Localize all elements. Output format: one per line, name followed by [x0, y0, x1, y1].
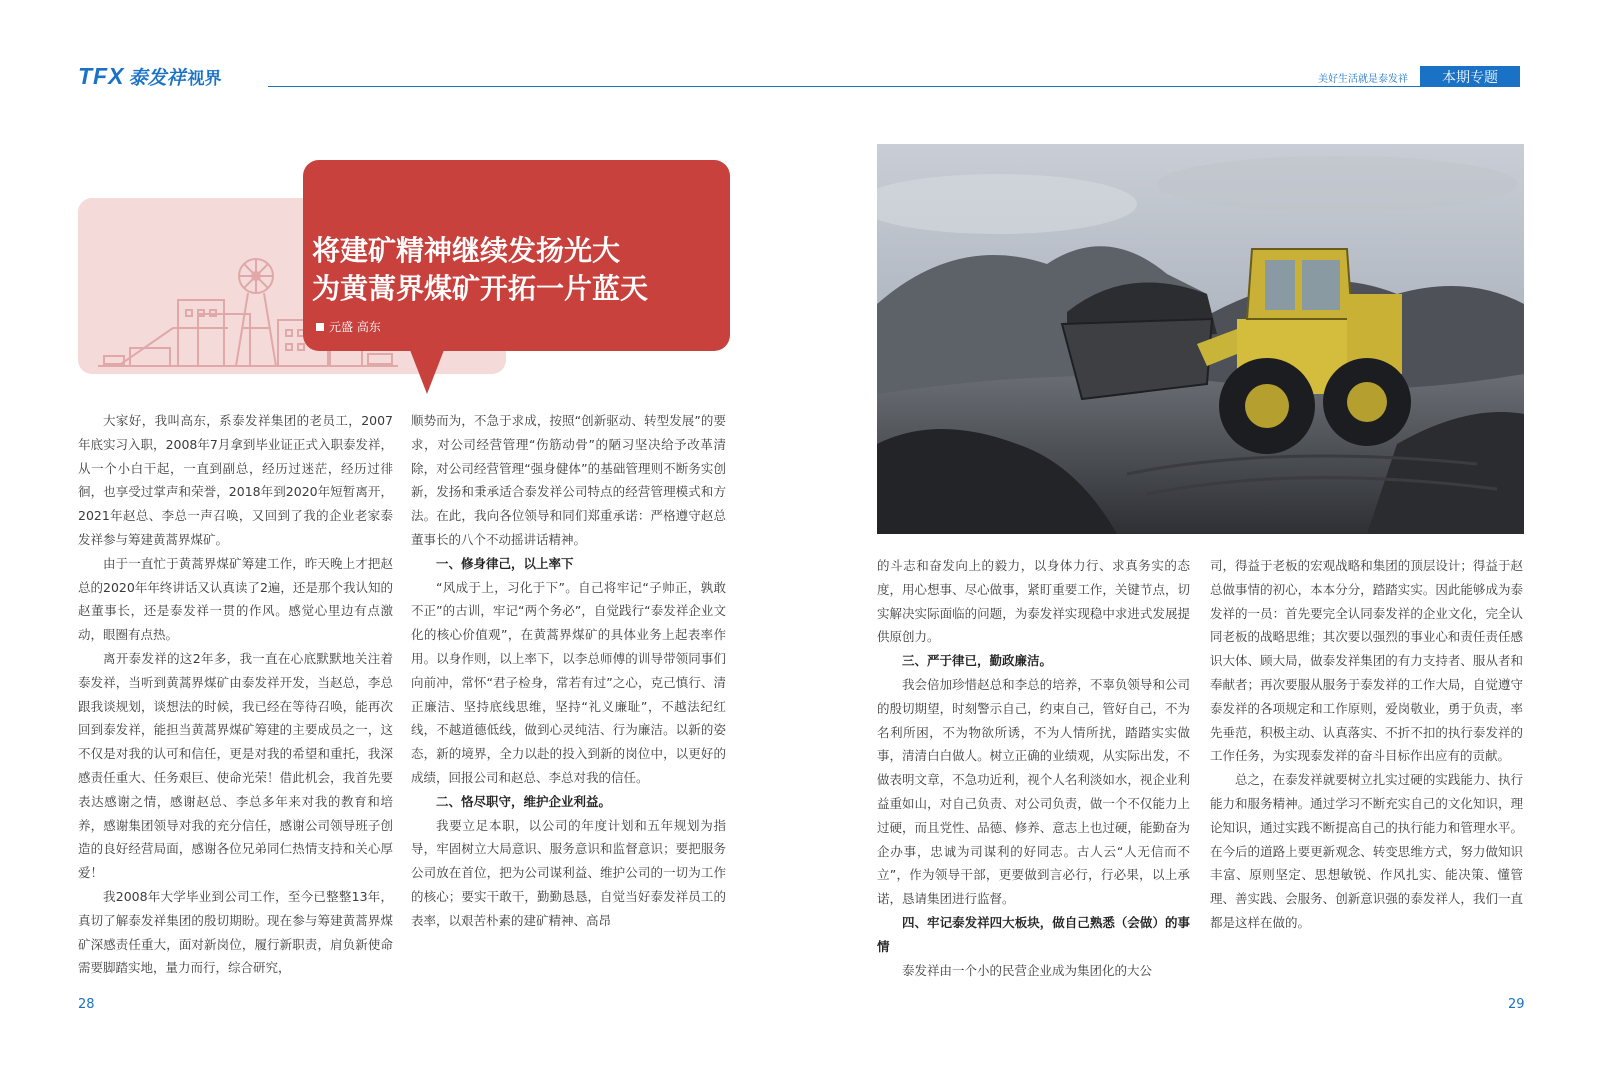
- paragraph: 泰发祥由一个小的民营企业成为集团化的大公: [902, 962, 1153, 978]
- paragraph: 离开泰发祥的这2年多，我一直在心底默默地关注着泰发祥，当听到黄蒿界煤矿由泰发祥开发，当赵总，李总跟我谈规划，谈想法的时候，我已经在等待召唤，能再次回到泰发祥，能担当黄蒿界煤矿筹建的主要成员之一，这不仅是对我的认可和信任，更是对我的希望和重托，我深感责任重大、任务艰巨、使命光荣！借此机会，我首先要表达感谢之情，感谢赵总、李总多年来对我的教育和培养，感谢集团领导对我的充分信任，感谢公司领导班子创造的良好经营局面，感谢各位兄弟同仁热情支持和关心厚爱！: [78, 650, 393, 881]
- title-line-1: 将建矿精神继续发扬光大: [312, 234, 621, 267]
- logo-brand: 泰发祥: [128, 66, 186, 89]
- paragraph: 总之，在泰发祥就要树立扎实过硬的实践能力、执行能力和服务精神。通过学习不断充实自己的文化知识，理论知识，通过实践不断提高自己的执行能力和管理水平。在今后的道路上要更新观念、转变思维方式，努力做知识丰富、原则坚定、思想敏锐、作风扎实、能决策、懂管理、善实践、会服务、创新意识强的泰发祥人，我们一直都是这样在做的。: [1210, 772, 1523, 930]
- paragraph: “风成于上，习化于下”。自己将牢记“子帅正，孰敢不正”的古训，牢记“两个务必”，自觉践行“泰发祥企业文化的核心价值观”，在黄蒿界煤矿的具体业务上起表率作用。以身作则，以上率下，以李总师傅的训导带领同事们向前冲，常怀“君子检身，常若有过”之心，克己慎行、清正廉洁、坚持底线思维，坚持“礼义廉耻”，不越法纪红线，不越道德低线，做到心灵纯洁、行为廉洁。以新的姿态，新的境界，全力以赴的投入到新的岗位中，以更好的成绩，回报公司和赵总、李总对我的信任。: [411, 579, 726, 785]
- paragraph: 司，得益于老板的宏观战略和集团的顶层设计；得益于赵总做事情的初心，本本分分，踏踏实实。因此能够成为泰发祥的一员：首先要完全认同泰发祥的企业文化，完全认同老板的战略思维；其次要以强烈的事业心和责任责任感识大体、顾大局，做泰发祥集团的有力支持者、服从者和奉献者；再次要服从服务于泰发祥的工作大局，自觉遵守泰发祥的各项规定和工作原则，爱岗敬业，勇于负责，率先垂范，积极主动、认真落实、不折不扣的执行泰发祥的工作任务，为实现泰发祥的奋斗目标作出应有的贡献。: [1210, 558, 1523, 764]
- paragraph: 我要立足本职，以公司的年度计划和五年规划为指导，牢固树立大局意识、服务意识和监督意识；要把服务公司放在首位，把为公司谋利益、维护公司的一切为工作的核心；要实干敢干，勤勤恳恳，自觉当好泰发祥员工的表率，以艰苦朴素的建矿精神、高昂: [411, 817, 726, 928]
- header-slogan: 美好生活就是泰发祥: [1318, 74, 1408, 85]
- section-heading: 一、修身律己，以上率下: [436, 555, 574, 571]
- byline-square-icon: [316, 323, 324, 331]
- title-line-2: 为黄蒿界煤矿开拓一片蓝天: [312, 272, 649, 305]
- coal-loader-photo: [877, 144, 1524, 534]
- paragraph: 顺势而为，不急于求成，按照“创新驱动、转型发展”的要求，对公司经营管理“伤筋动骨”的陋习坚决给予改革清除，对公司经营管理“强身健体”的基础管理则不断务实创新，发扬和秉承适合泰发祥公司特点的经营管理模式和方法。在此，我向各位领导和同们郑重承诺：严格遵守赵总董事长的八个不动摇讲话精神。: [411, 413, 726, 547]
- byline: [316, 318, 381, 335]
- article-column-3: [877, 554, 1190, 982]
- title-box-pointer: [410, 350, 444, 394]
- paragraph: 我会倍加珍惜赵总和李总的培养，不辜负领导和公司的殷切期望，时刻警示自己，约束自己，管好自己，不为名利所困，不为物欲所诱，不为人情所扰，踏踏实实做事，清清白白做人。树立正确的业绩观，从实际出发，不做表明文章，不急功近利，视个人名利淡如水，视企业利益重如山，对自己负责、对公司负责，做一个不仅能力上过硬，而且党性、品德、修养、意志上也过硬，能勤奋为企办事，忠诚为司谋利的好同志。古人云“人无信而不立”，作为领导干部，更要做到言必行，行必果，以上承诺，恳请集团进行监督。: [877, 676, 1190, 907]
- magazine-logo: [78, 64, 221, 88]
- article-column-2: [411, 409, 726, 933]
- article-column-1: [78, 409, 393, 980]
- loader-image: [877, 144, 1524, 534]
- page-number-right: 29: [1508, 997, 1525, 1012]
- header-rule: [268, 86, 1520, 87]
- section-heading: 四、牢记泰发祥四大板块，做自己熟悉（会做）的事情: [877, 914, 1190, 954]
- author-names: 元盛 高东: [329, 320, 381, 334]
- article-title: [312, 232, 648, 308]
- paragraph: 由于一直忙于黄蒿界煤矿筹建工作，昨天晚上才把赵总的2020年年终讲话又认真读了2遍，还是那个我认知的赵董事长，还是泰发祥一贯的作风。感觉心里边有点激动，眼圈有点热。: [78, 555, 393, 643]
- logo-tfx: TFX: [78, 62, 125, 89]
- section-heading: 二、恪尽职守，维护企业利益。: [436, 793, 612, 809]
- paragraph: 大家好，我叫高东，系泰发祥集团的老员工，2007年底实习入职，2008年7月拿到毕业证正式入职泰发祥，从一个小白干起，一直到副总，经历过迷茫，经历过徘徊，也享受过掌声和荣誉，2018年到2020年短暂离开，2021年赵总、李总一声召唤，又回到了我的企业老家泰发祥参与筹建黄蒿界煤矿。: [78, 413, 393, 547]
- section-heading: 三、严于律已，勤政廉洁。: [902, 653, 1053, 669]
- paragraph: 的斗志和奋发向上的毅力，以身体力行、求真务实的态度，用心想事、尽心做事，紧盯重要工作，关键节点，切实解决实际面临的问题，为泰发祥实现稳中求进式发展提供原创力。: [877, 558, 1190, 645]
- logo-suffix: 视界: [187, 68, 222, 89]
- paragraph: 我2008年大学毕业到公司工作，至今已整整13年，真切了解泰发祥集团的殷切期盼。现在参与筹建黄蒿界煤矿深感责任重大，面对新岗位，履行新职责，肩负新使命需要脚踏实地，量力而行，综合研究，: [78, 888, 393, 976]
- section-tag: 本期专题: [1420, 66, 1520, 87]
- page-number-left: 28: [78, 997, 95, 1012]
- article-column-4: [1210, 554, 1523, 935]
